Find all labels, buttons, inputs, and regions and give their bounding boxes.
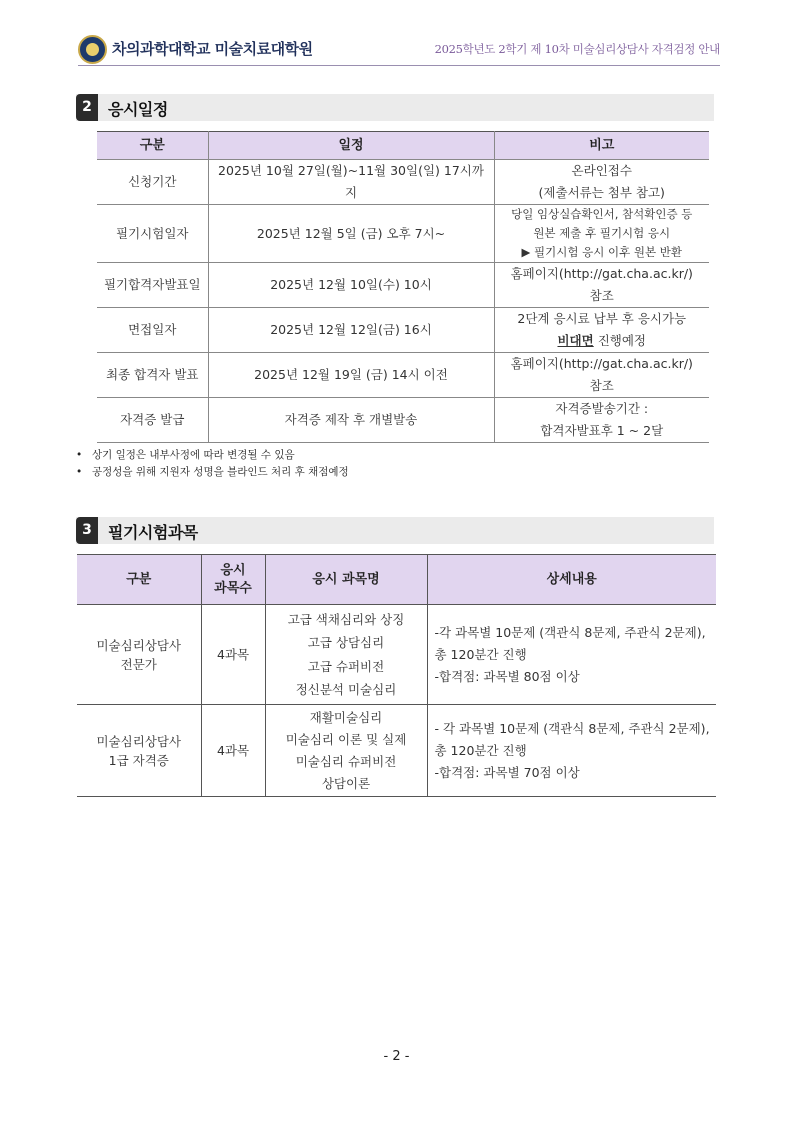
column-header: 비고 <box>494 132 709 160</box>
row-date: 자격증 제작 후 개별발송 <box>208 398 494 443</box>
table-row <box>77 605 716 705</box>
schedule-table <box>97 131 709 443</box>
list-item: • 상기 일정은 내부사정에 따라 변경될 수 있음 <box>76 447 349 464</box>
notice-bullet-list <box>76 447 349 481</box>
row-note: 2단계 응시료 납부 후 응시가능 비대면 진행예정 <box>494 308 709 353</box>
subjects-cell: 재활미술심리 미술심리 이론 및 실제 미술심리 슈퍼비전 상담이론 <box>265 705 427 797</box>
row-note: 온라인접수 (제출서류는 첨부 참고) <box>494 160 709 205</box>
row-note: 자격증발송기간 : 합격자발표후 1 ~ 2달 <box>494 398 709 443</box>
table-header-row <box>77 555 716 605</box>
row-date: 2025년 10월 27일(월)~11월 30일(일) 17시까지 <box>208 160 494 205</box>
row-note: 홈페이지(http://gat.cha.ac.kr/) 참조 <box>494 353 709 398</box>
section-title: 응시일정 <box>108 100 168 119</box>
row-note: 홈페이지(http://gat.cha.ac.kr/) 참조 <box>494 263 709 308</box>
column-header: 구분 <box>97 132 208 160</box>
row-label: 필기합격자발표일 <box>97 263 208 308</box>
column-header: 구분 <box>77 555 201 605</box>
page-header <box>78 34 720 66</box>
table-row <box>77 705 716 797</box>
column-header: 응시 과목수 <box>201 555 265 605</box>
table-row <box>97 353 709 398</box>
table-row <box>97 398 709 443</box>
row-note: 당일 임상실습확인서, 참석확인증 등 원본 제출 후 필기시험 응시 ▶ 필기시험 응시 이후 원본 반환 <box>494 205 709 263</box>
row-date: 2025년 12월 19일 (금) 14시 이전 <box>208 353 494 398</box>
row-date: 2025년 12월 10일(수) 10시 <box>208 263 494 308</box>
row-label: 필기시험일자 <box>97 205 208 263</box>
column-header: 상세내용 <box>427 555 716 605</box>
notice-title: 2025학년도 2학기 제 10차 미술심리상담사 자격검정 안내 <box>434 42 720 56</box>
page-number: - 2 - <box>383 1049 410 1064</box>
count-cell: 4과목 <box>201 605 265 705</box>
section-3-heading <box>76 517 714 544</box>
row-date: 2025년 12월 5일 (금) 오후 7시~ <box>208 205 494 263</box>
detail-cell: - 각 과목별 10문제 (객관식 8문제, 주관식 2문제), 총 120분간 진행 -합격점: 과목별 70점 이상 <box>427 705 716 797</box>
column-header: 응시 과목명 <box>265 555 427 605</box>
table-header-row <box>97 132 709 160</box>
section-title: 필기시험과목 <box>108 523 198 542</box>
count-cell: 4과목 <box>201 705 265 797</box>
subjects-table <box>77 554 716 797</box>
row-label: 신청기간 <box>97 160 208 205</box>
university-name: 차의과학대학교 미술치료대학원 <box>112 40 313 58</box>
section-number: 3 <box>76 517 98 544</box>
section-2-heading <box>76 94 714 121</box>
table-row <box>97 263 709 308</box>
emphasis-text: 비대면 <box>557 333 594 348</box>
category-cell: 미술심리상담사 1급 자격증 <box>77 705 201 797</box>
table-row <box>97 205 709 263</box>
row-label: 최종 합격자 발표 <box>97 353 208 398</box>
detail-cell: -각 과목별 10문제 (객관식 8문제, 주관식 2문제), 총 120분간 진행 -합격점: 과목별 80점 이상 <box>427 605 716 705</box>
list-item: • 공정성을 위해 지원자 성명을 블라인드 처리 후 채점예정 <box>76 464 349 481</box>
category-cell: 미술심리상담사 전문가 <box>77 605 201 705</box>
section-number: 2 <box>76 94 98 121</box>
subjects-cell: 고급 색채심리와 상징 고급 상담심리 고급 슈퍼비전 정신분석 미술심리 <box>265 605 427 705</box>
university-logo-icon <box>78 35 107 64</box>
row-label: 자격증 발급 <box>97 398 208 443</box>
row-label: 면접일자 <box>97 308 208 353</box>
table-row <box>97 308 709 353</box>
row-date: 2025년 12월 12일(금) 16시 <box>208 308 494 353</box>
column-header: 일정 <box>208 132 494 160</box>
table-row <box>97 160 709 205</box>
